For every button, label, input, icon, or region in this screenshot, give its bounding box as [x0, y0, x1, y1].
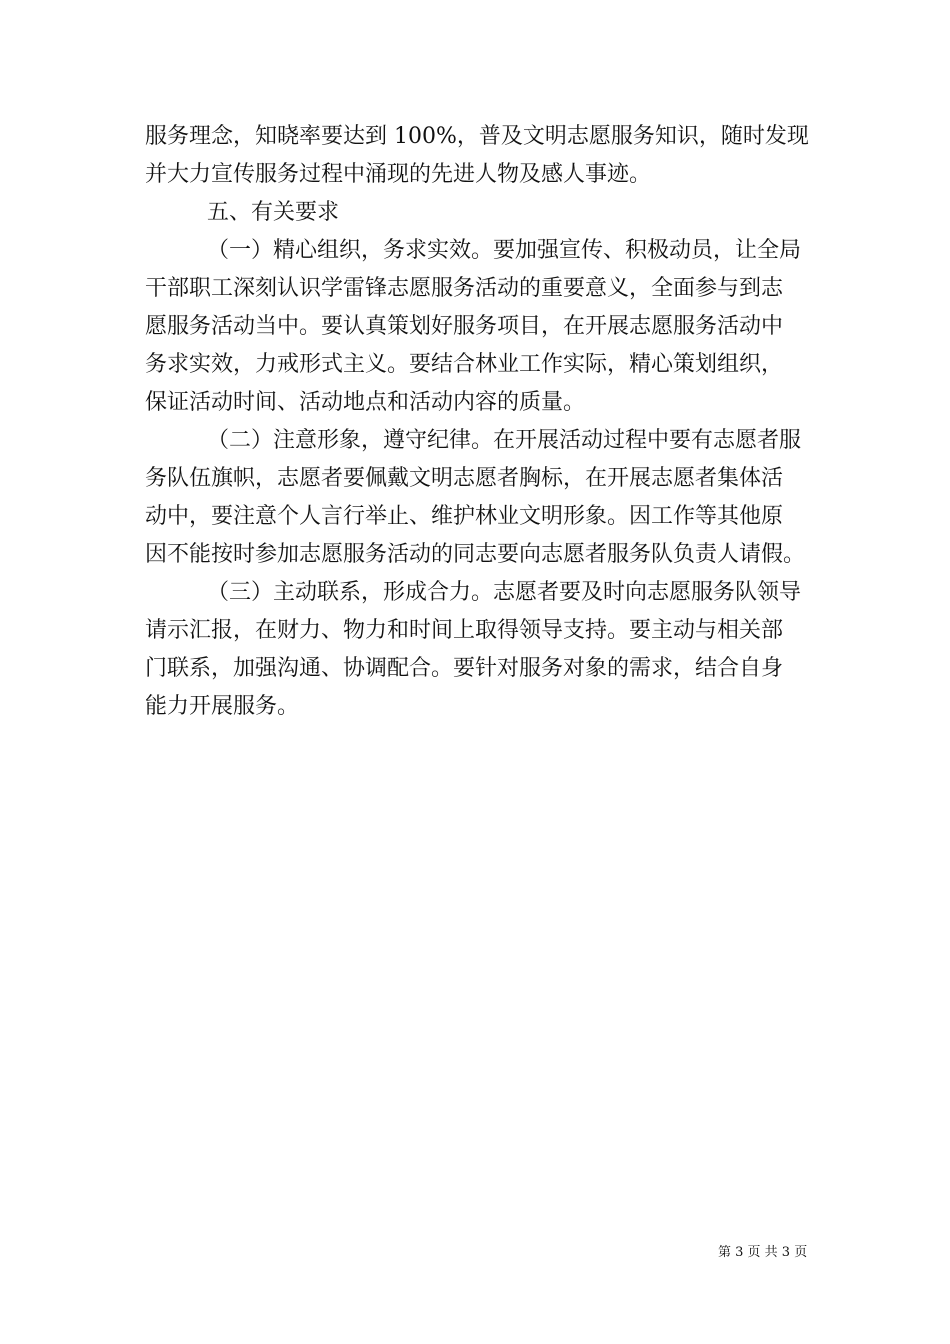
- text-line: 并大力宣传服务过程中涌现的先进人物及感人事迹。: [145, 162, 652, 187]
- text-line: （三）主动联系，形成合力。志愿者要及时向志愿服务队领导: [207, 580, 802, 605]
- text-line: 动中，要注意个人言行举止、维护林业文明形象。因工作等其他原: [145, 504, 784, 529]
- text-line: 愿服务活动当中。要认真策划好服务项目，在开展志愿服务活动中: [145, 314, 784, 339]
- page-number-footer: 第 3 页 共 3 页: [718, 1245, 808, 1260]
- section-heading: 五、有关要求: [207, 200, 340, 225]
- text-line: 务求实效，力戒形式主义。要结合林业工作实际，精心策划组织，: [145, 352, 784, 377]
- text-line: 能力开展服务。: [145, 694, 300, 719]
- text-line: 因不能按时参加志愿服务活动的同志要向志愿者服务队负责人请假。: [145, 542, 806, 567]
- text-line: （一）精心组织，务求实效。要加强宣传、积极动员，让全局: [207, 238, 802, 263]
- text-line: 干部职工深刻认识学雷锋志愿服务活动的重要意义，全面参与到志: [145, 276, 784, 301]
- text-line: 服务理念，知晓率要达到 100%，普及文明志愿服务知识，随时发现: [145, 124, 809, 149]
- text-line: 门联系，加强沟通、协调配合。要针对服务对象的需求，结合自身: [145, 656, 784, 681]
- text-line: 保证活动时间、活动地点和活动内容的质量。: [145, 390, 586, 415]
- text-line: 请示汇报，在财力、物力和时间上取得领导支持。要主动与相关部: [145, 618, 784, 643]
- text-line: （二）注意形象，遵守纪律。在开展活动过程中要有志愿者服: [207, 428, 802, 453]
- text-line: 务队伍旗帜，志愿者要佩戴文明志愿者胸标，在开展志愿者集体活: [145, 466, 784, 491]
